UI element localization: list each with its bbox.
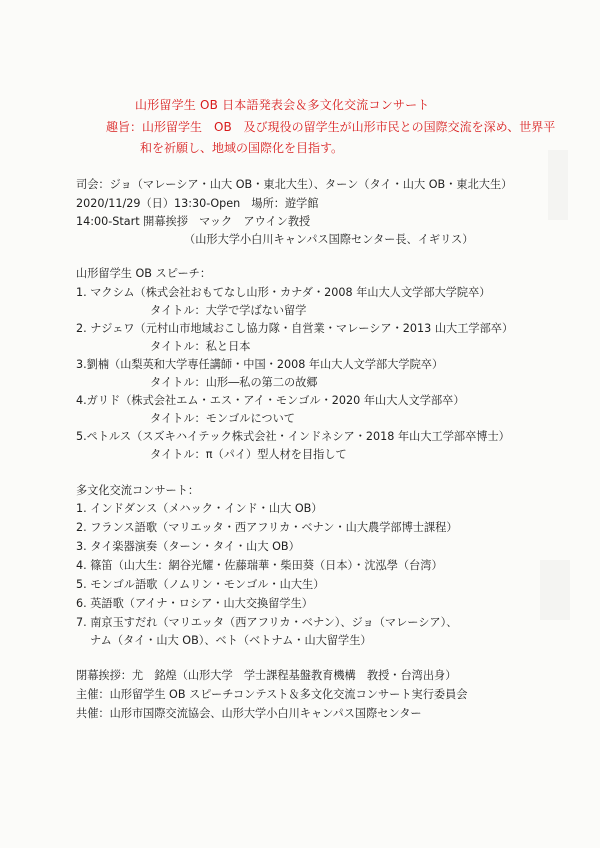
opening-line: 14:00-Start 開幕挨拶 マック アウイン教授 — [76, 215, 311, 228]
speech-speaker: 3.劉楠（山梨英和大学専任講師・中国・2008 年山大人文学部大学院卒） — [76, 358, 444, 371]
speech-title: タイトル：私と日本 — [150, 340, 251, 353]
speech-title: タイトル：モンゴルについて — [150, 412, 295, 425]
speech-title: タイトル：π（パイ）型人材を目指して — [150, 448, 347, 461]
speech-title: タイトル：大学で学ばない留学 — [150, 304, 307, 317]
speech-speaker: 1. マクシム（株式会社おもてなし山形・カナダ・2008 年山大人文学部大学院卒） — [76, 286, 491, 299]
scan-shadow-mark — [548, 150, 568, 220]
speeches-heading: 山形留学生 OB スピーチ： — [76, 267, 212, 280]
mc-line: 司会：ジョ（マレーシア・山大 OB・東北大生）、ターン（タイ・山大 OB・東北大生） — [76, 178, 513, 191]
date-place-line: 2020/11/29（日）13:30-Open 場所：遊学館 — [76, 197, 319, 210]
concert-item-continued: ナム（タイ・山大 OB）、ベト（ベトナム・山大留学生） — [90, 634, 372, 647]
closing-greeting: 閉幕挨拶：尤 銘煌（山形大学 学士課程基盤教育機構 教授・台湾出身） — [76, 669, 457, 682]
concert-item: 5. モンゴル語歌（ノムリン・モンゴル・山大生） — [76, 578, 325, 591]
speech-speaker: 4.ガリド（株式会社エム・エス・アイ・モンゴル・2020 年山大人文学部卒） — [76, 394, 465, 407]
speech-speaker: 2. ナジェワ（元村山市地域おこし協力隊・自営業・マレーシア・2013 山大工学部卒） — [76, 322, 514, 335]
speech-title: タイトル：山形―私の第二の故郷 — [150, 376, 318, 389]
concert-item: 2. フランス語歌（マリエッタ・西アフリカ・ベナン・山大農学部博士課程） — [76, 521, 458, 534]
concert-item: 3. タイ楽器演奏（ターン・タイ・山大 OB） — [76, 540, 300, 553]
purpose-line-2: 和を祈願し、地域の国際化を目指す。 — [140, 141, 344, 155]
concert-item: 6. 英語歌（アイナ・ロシア・山大交換留学生） — [76, 597, 313, 610]
purpose-line-1: 趣旨：山形留学生 OB 及び現役の留学生が山形市民との国際交流を深め、世界平 — [106, 120, 556, 134]
scan-shadow-mark — [540, 560, 570, 620]
concert-item: 1. インドダンス（メハック・インド・山大 OB） — [76, 502, 323, 515]
event-title: 山形留学生 OB 日本語発表会＆多文化交流コンサート — [135, 98, 430, 112]
concert-heading: 多文化交流コンサート： — [76, 484, 200, 497]
opening-affiliation: （山形大学小白川キャンパス国際センター長、イギリス） — [184, 233, 474, 246]
concert-item: 4. 篠笛（山大生：網谷光耀・佐藤瑞華・柴田葵（日本）・沈泓學（台湾） — [76, 559, 443, 572]
speech-speaker: 5.ペトルス（スズキハイテック株式会社・インドネシア・2018 年山大工学部卒博士） — [76, 430, 510, 443]
cohost-line: 共催：山形市国際交流協会、山形大学小白川キャンパス国際センター — [76, 707, 422, 720]
host-line: 主催：山形留学生 OB スピーチコンテスト＆多文化交流コンサート実行委員会 — [76, 688, 468, 701]
concert-item: 7. 南京玉すだれ（マリエッタ（西アフリカ・ベナン）、ジョ（マレーシア）、 — [76, 616, 458, 629]
event-purpose — [106, 117, 556, 159]
